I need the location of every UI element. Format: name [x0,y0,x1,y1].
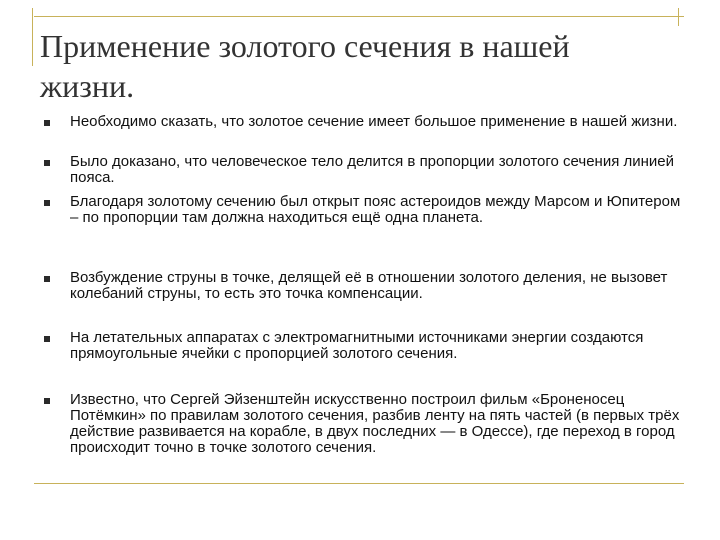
bullet-text: Необходимо сказать, что золотое сечение имеет большое применение в нашей жизни. [70,113,678,130]
square-bullet-icon [44,200,50,206]
square-bullet-icon [44,276,50,282]
bullet-text: Благодаря золотому сечению был открыт пояс астероидов между Марсом и Юпитером – по пропорции там должна находиться ещё одна планета. [70,193,681,226]
square-bullet-icon [44,160,50,166]
slide-title: Применение золотого сечения в нашей жизни. [40,28,570,104]
square-bullet-icon [44,398,50,404]
bottom-rule [34,483,684,484]
left-rule [32,8,33,66]
top-rule [34,16,684,17]
right-rule [678,8,679,26]
bullet-text: На летательных аппаратах с электромагнитными источниками энергии создаются прямоугольные ячейки с пропорцией золотого сечения. [70,329,644,362]
bullet-text: Было доказано, что человеческое тело делится в пропорции золотого сечения линией пояса. [70,153,675,186]
bullet-text: Известно, что Сергей Эйзенштейн искусственно построил фильм «Броненосец Потёмкин» по правилам золотого сечения, разбив ленту на пять частей (в первых трёх действие развивается на корабле, в двух последних — в Одессе), где переход в город происходит точно в точке золотого сечения. [70,391,680,456]
bullet-text: Возбуждение струны в точке, делящей её в отношении золотого деления, не вызовет колебаний струны, то есть это точка компенсации. [70,269,668,302]
square-bullet-icon [44,336,50,342]
square-bullet-icon [44,120,50,126]
